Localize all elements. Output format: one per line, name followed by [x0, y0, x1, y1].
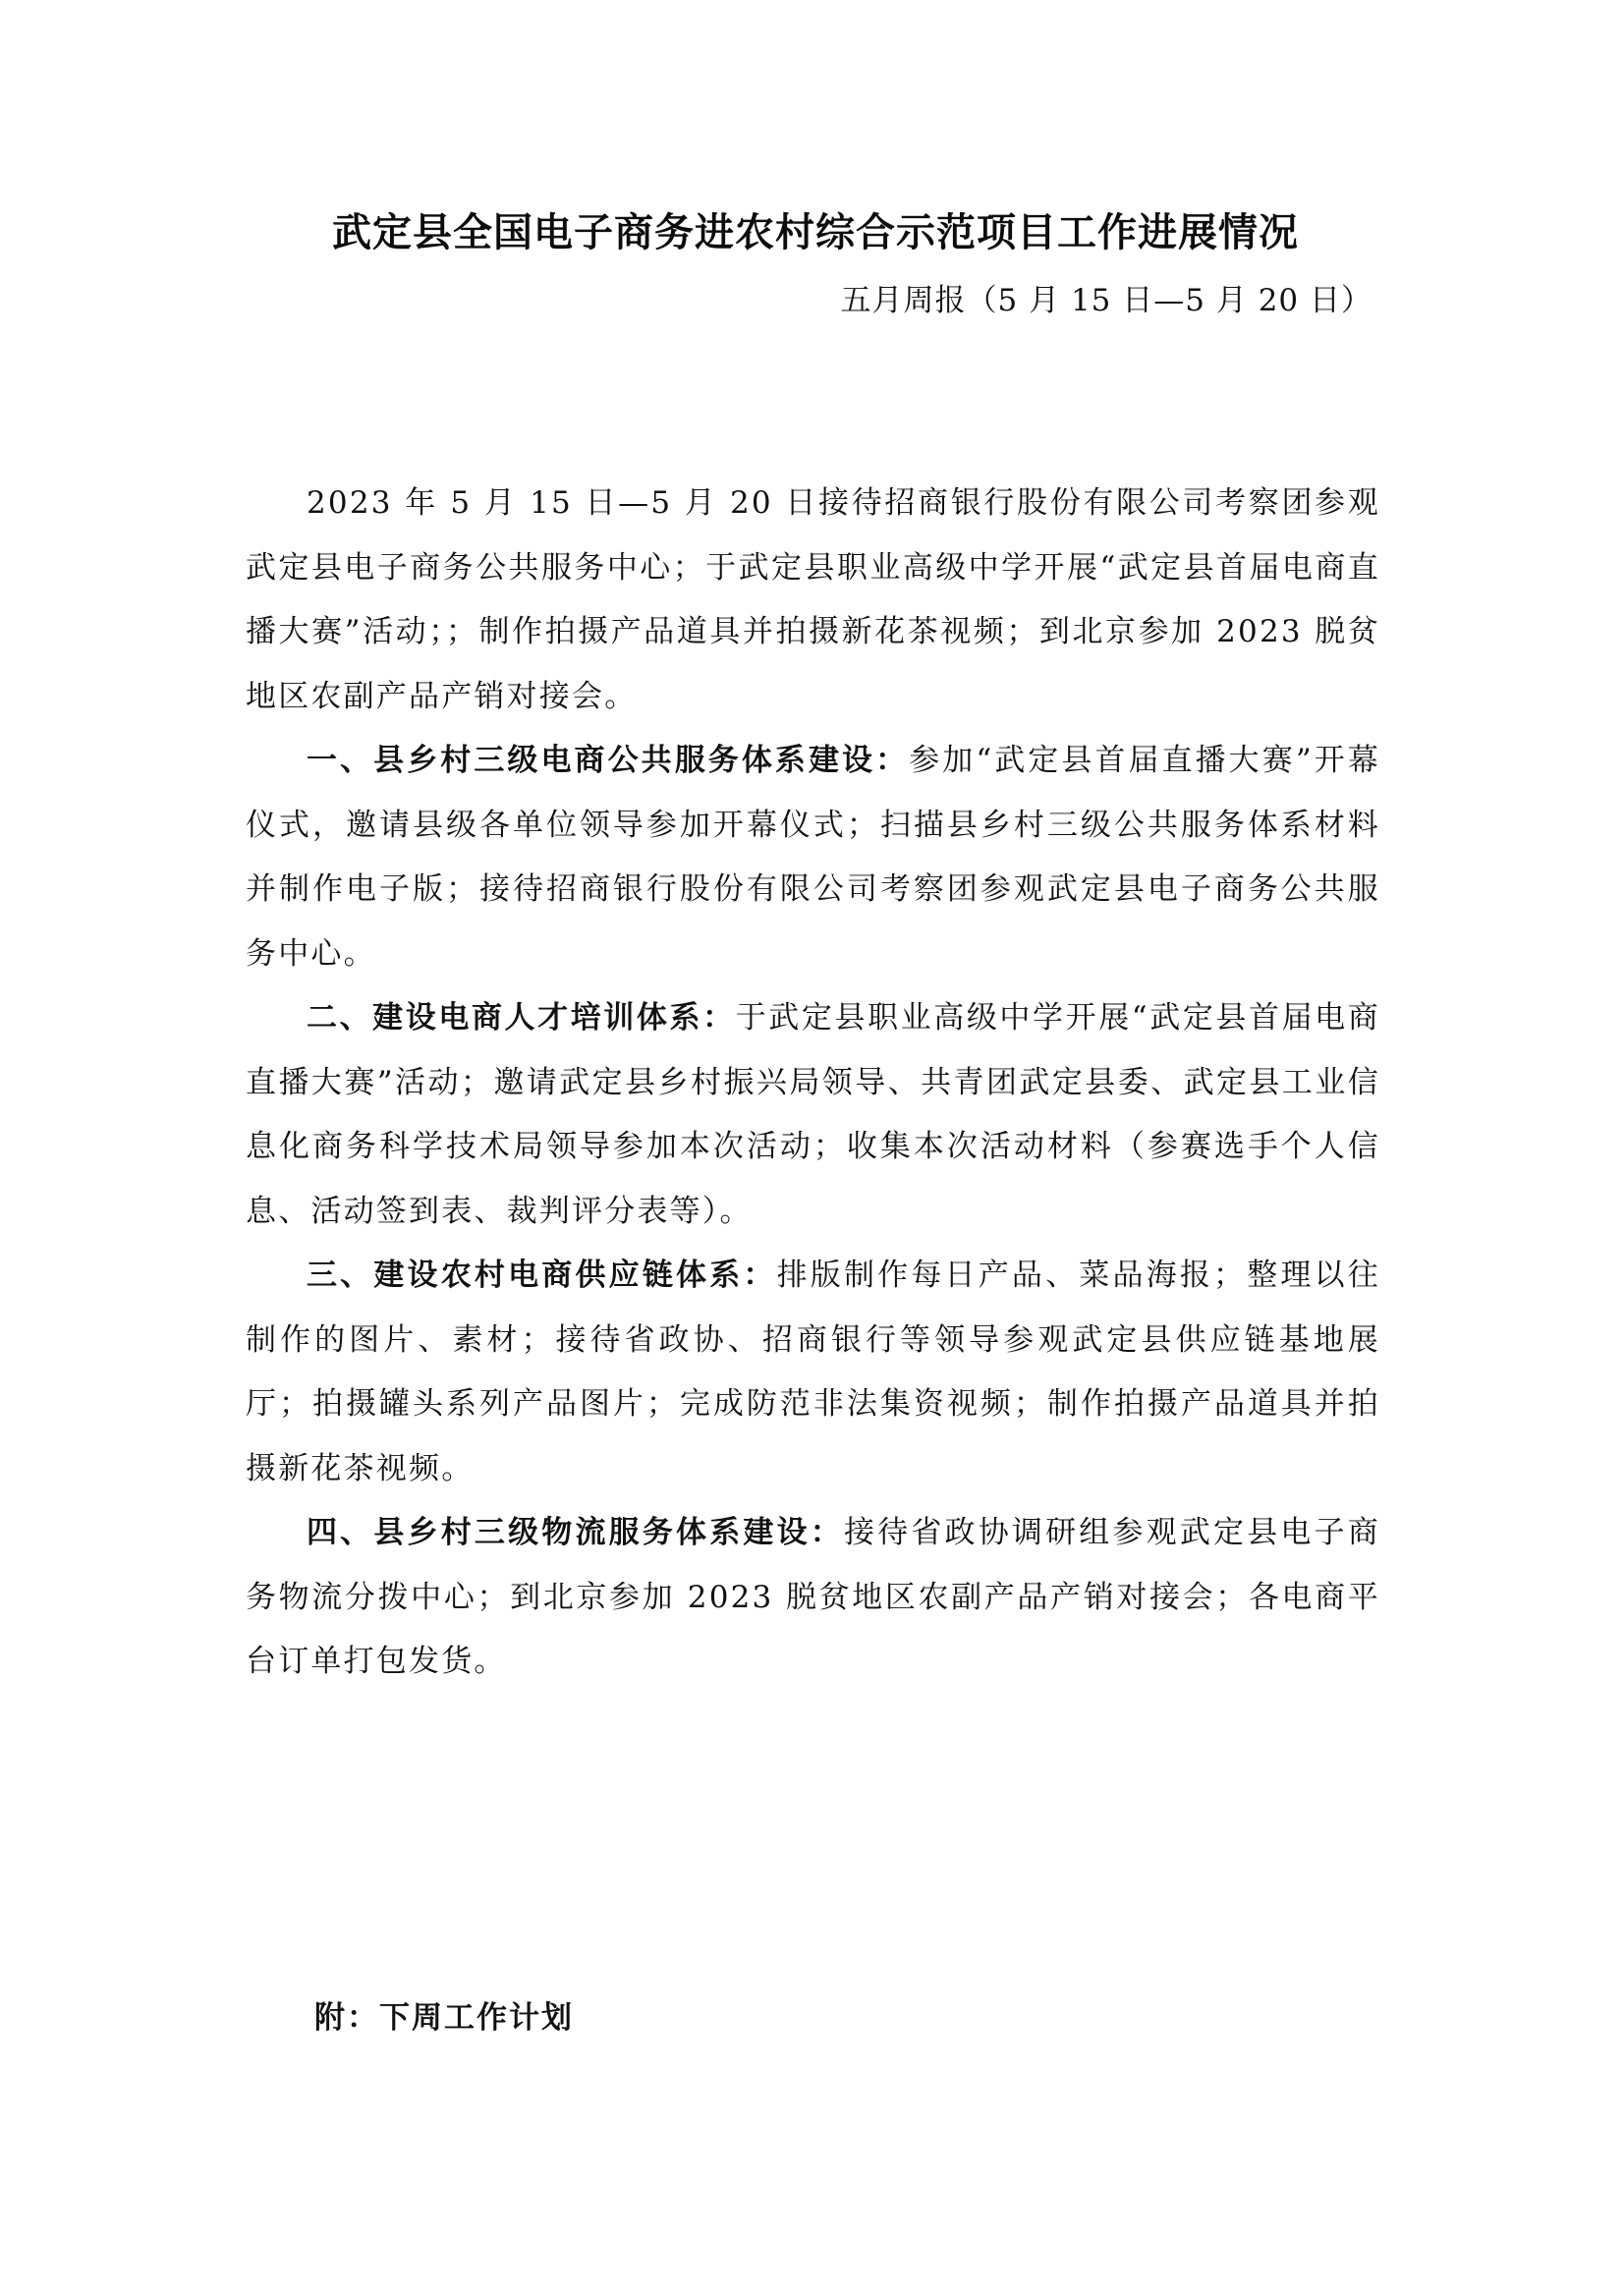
- document-subtitle: 五月周报（5 月 15 日—5 月 20 日）: [840, 283, 1372, 318]
- section-heading: 一、县乡村三级电商公共服务体系建设：: [307, 743, 910, 778]
- section-paragraph: [246, 986, 1380, 1244]
- document-body: [246, 472, 1380, 1695]
- section-text: 排版制作每日产品、菜品海报；整理以往制作的图片、素材；接待省政协、招商银行等领导参观武定县供应链基地展厅；拍摄罐头系列产品图片；完成防范非法集资视频；制作拍摄产品道具并拍摄新花茶视频。: [246, 1258, 1380, 1486]
- section-text: 接待省政协调研组参观武定县电子商务物流分拨中心；到北京参加 2023 脱贫地区农副产品产销对接会；各电商平台订单打包发货。: [246, 1515, 1381, 1679]
- section-paragraph: [246, 1244, 1380, 1501]
- document-title: 武定县全国电子商务进农村综合示范项目工作进展情况: [332, 210, 1299, 255]
- intro-paragraph: 2023 年 5 月 15 日—5 月 20 日接待招商银行股份有限公司考察团参观武定县电子商务公共服务中心；于武定县职业高级中学开展“武定县首届电商直播大赛”活动；；制作拍摄产品道具并拍摄新花茶视频；到北京参加 2023 脱贫地区农副产品产销对接会。: [246, 485, 1380, 714]
- section-text: 参加“武定县首届直播大赛”开幕仪式，邀请县级各单位领导参加开幕仪式；扫描县乡村三级公共服务体系材料并制作电子版；接待招商银行股份有限公司考察团参观武定县电子商务公共服务中心。: [246, 743, 1380, 972]
- section-paragraph: [246, 1501, 1380, 1695]
- section-heading: 四、县乡村三级物流服务体系建设：: [307, 1515, 844, 1550]
- section-text: 于武定县职业高级中学开展“武定县首届电商直播大赛”活动；邀请武定县乡村振兴局领导、共青团武定县委、武定县工业信息化商务科学技术局领导参加本次活动；收集本次活动材料（参赛选手个人信息、活动签到表、裁判评分表等）。: [246, 1000, 1380, 1229]
- attachment-note: 附：下周工作计划: [314, 2000, 574, 2036]
- section-heading: 三、建设农村电商供应链体系：: [307, 1258, 777, 1293]
- section-heading: 二、建设电商人才培训体系：: [307, 1000, 736, 1036]
- section-paragraph: [246, 729, 1380, 986]
